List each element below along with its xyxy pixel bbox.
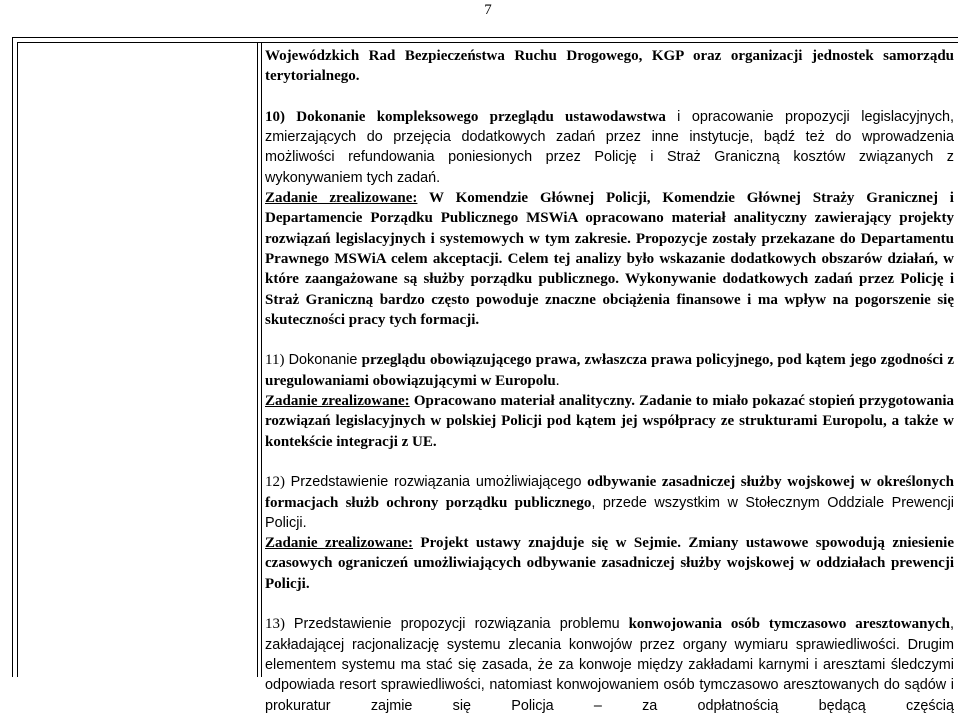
section-10-title-rest: i opracowanie propozycji legislacyjnych, zmierzających do przejęcia dodatkowych zadań przez inne instytucje, bądź też do wprowadzenia możliwości refundowania poniesionych przez Policję i Straż Graniczną kosztów związanych z wykonywaniem tych zadań. [265, 108, 955, 186]
section-12-t2: odbywanie zasadniczej służby wojskowej w określonych formacjach służb ochrony porządku publicznego [265, 474, 955, 511]
section-11-task [265, 350, 954, 391]
section-12-result [265, 533, 954, 594]
column-divider [257, 42, 258, 677]
section-11 [265, 350, 954, 451]
section-13 [265, 614, 954, 715]
section-13-task [265, 614, 954, 715]
section-10 [265, 107, 954, 330]
section-13-t1: Przedstawienie propozycji rozwiązania problemu [293, 616, 620, 633]
section-12-task [265, 472, 954, 533]
intro-paragraph: Wojewódzkich Rad Bezpieczeństwa Ruchu Drogowego, KGP oraz organizacji jednostek samorządu terytorialnego. [265, 48, 954, 85]
section-12-done-text: Projekt ustawy znajduje się w Sejmie. Zmiany ustawowe spowodują zniesienie czasowych ograniczeń umożliwiających odbywanie zasadniczej służby wojskowej w oddziałach prewencji Policji. [265, 535, 955, 592]
section-11-done-text: Opracowano materiał analityczny. Zadanie to miało pokazać stopień przygotowania rozwiązań legislacyjnych w polskiej Policji pod kątem jej współpracy ze strukturami Europolu, a także w kontekście integracji z UE. [265, 393, 954, 450]
section-13-t3: , zakładającej racjonalizację systemu zlecania konwojów przez organy wymiaru sprawiedliwości. Drugim elementem systemu ma stać się zasada, że za konwoje między zakładami karnymi i aresztami śledczymi odpowiada resort sprawiedliwości, natomiast konwojowaniem osób tymczasowo aresztowanych do sądów i prokuratur zajmie się Policja – za odpłatnością będącą częścią [265, 616, 954, 714]
section-11-t3: . [555, 372, 560, 389]
section-12 [265, 472, 954, 594]
section-13-number: 13) [265, 616, 285, 633]
section-11-result [265, 391, 954, 452]
section-12-number: 12) [265, 474, 285, 491]
section-11-number: 11) [265, 352, 285, 369]
section-10-done-label: Zadanie zrealizowane: [265, 190, 418, 207]
section-10-task [265, 107, 954, 188]
section-10-title-bold: Dokonanie kompleksowego przeglądu ustawodawstwa [296, 108, 666, 125]
page-number: 7 [484, 2, 492, 18]
column-divider-double [261, 42, 262, 677]
section-10-number: 10) [265, 108, 285, 125]
document-body [265, 46, 954, 716]
section-10-result [265, 188, 954, 330]
section-12-t1: Przedstawienie rozwiązania umożliwiającego [290, 474, 582, 491]
section-11-t2: przeglądu obowiązującego prawa, zwłaszcza prawa policyjnego, pod kątem jego zgodności z uregulowaniami obowiązującymi w Europolu [265, 352, 955, 389]
section-13-t2: konwojowania osób tymczasowo aresztowanych [628, 616, 950, 633]
section-11-done-label: Zadanie zrealizowane: [265, 393, 410, 410]
section-10-done-text: W Komendzie Głównej Policji, Komendzie Głównej Straży Granicznej i Departamencie Porządku Publicznego MSWiA opracowano materiał analityczny zawierający projekty rozwiązań legislacyjnych i systemowych w tym zakresie. Propozycje zostały przekazane do Departamentu Prawnego MSWiA celem akceptacji. Celem tej analizy było wskazanie dodatkowych obszarów działań, w które zaangażowane są służby porządku publicznego. Wykonywanie dodatkowych zadań przez Policję i Straż Graniczną bardzo często powoduje znaczne obciążenia finansowe i ma wpływ na pogorszenie się skuteczności pracy tych formacji. [265, 190, 954, 328]
section-11-t1: Dokonanie [288, 352, 358, 369]
section-12-done-label: Zadanie zrealizowane: [265, 535, 413, 552]
section-12-t3: , przede wszystkim w Stołecznym Oddziale Prewencji Policji. [265, 494, 954, 531]
